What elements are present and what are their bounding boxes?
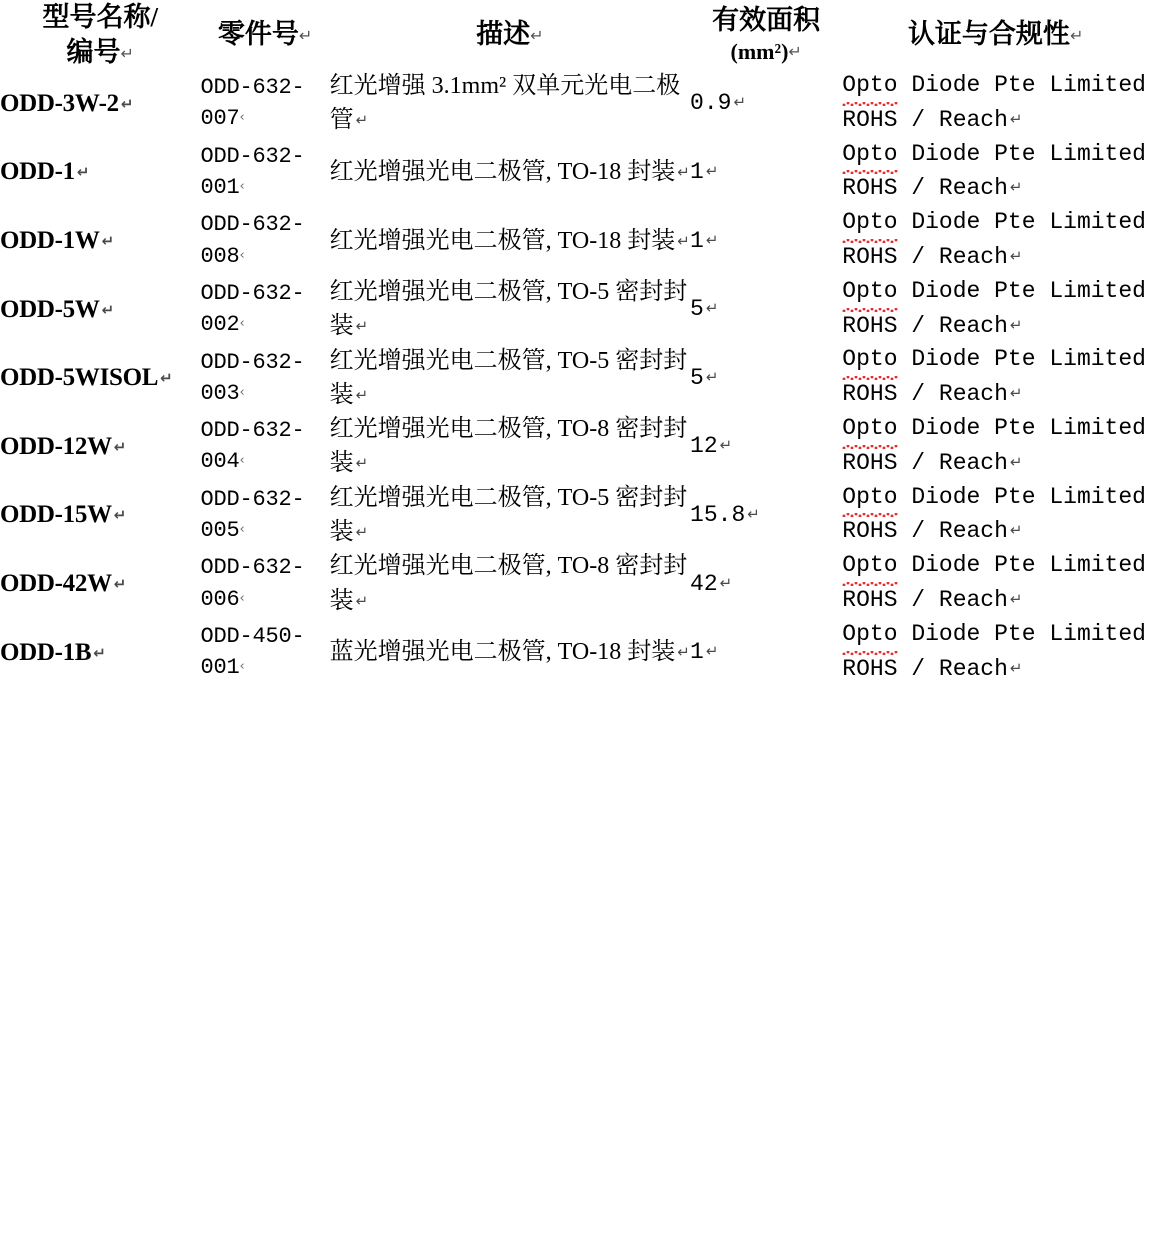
cell-active-area: 12 ↵ [690, 433, 733, 460]
revision-tick-icon: ‹ [239, 453, 245, 469]
cell-part-number: ODD-450-001‹ [200, 623, 305, 681]
cell-description: 红光增强光电二极管, TO-8 密封封装 ↵ [329, 553, 688, 614]
cell-description: 红光增强光电二极管, TO-5 密封封装 ↵ [329, 484, 688, 545]
paragraph-mark-icon: ↵ [355, 111, 369, 130]
certification-text: Diode Pte Limited ROHS / Reach [842, 140, 1146, 202]
misspelled-word: Opto [842, 549, 897, 584]
cell-certification [842, 343, 1149, 412]
column-header-description-label: 描述 [476, 19, 531, 50]
paragraph-mark-icon: ↵ [1069, 26, 1084, 46]
misspelled-word: Opto [842, 618, 897, 653]
column-header-part [200, 0, 329, 69]
misspelled-word: Opto [842, 343, 897, 378]
paragraph-mark-icon: ↵ [355, 317, 369, 336]
cell-active-area: 1 ↵ [690, 639, 719, 666]
cell-certification [842, 206, 1149, 275]
cell-active-area: 42 ↵ [690, 570, 733, 597]
paragraph-mark-icon: ↵ [719, 436, 733, 455]
cell-model: ODD-1W ↵ [0, 227, 114, 255]
paragraph-mark-icon: ↵ [1009, 590, 1023, 609]
cell-active-area: 5 ↵ [690, 364, 719, 391]
certification-text: Diode Pte Limited ROHS / Reach [842, 209, 1146, 271]
cell-model: ODD-42W ↵ [0, 570, 127, 598]
table-row [0, 343, 1149, 412]
cell-active-area: 0.9 ↵ [690, 90, 747, 117]
cell-certification [842, 412, 1149, 481]
paragraph-mark-icon: ↵ [705, 642, 719, 661]
revision-tick-icon: ‹ [239, 110, 245, 126]
paragraph-mark-icon: ↵ [530, 26, 544, 46]
cell-part-number: ODD-632-004‹ [200, 418, 305, 475]
paragraph-mark-icon: ↵ [1009, 658, 1023, 677]
cell-active-area: 5 ↵ [690, 296, 719, 323]
column-header-model [0, 0, 200, 69]
paragraph-mark-icon: ↵ [298, 26, 313, 46]
table-header [0, 0, 1149, 69]
table-row [0, 549, 1149, 618]
misspelled-word: Opto [842, 481, 897, 516]
cell-part-number: ODD-632-003‹ [200, 349, 305, 406]
paragraph-mark-icon: ↵ [677, 643, 690, 662]
paragraph-mark-icon: ↵ [355, 591, 369, 610]
misspelled-word: Opto [842, 69, 897, 104]
table-row [0, 618, 1149, 687]
certification-text: Diode Pte Limited ROHS / Reach [842, 483, 1146, 545]
cell-certification [842, 618, 1149, 687]
paragraph-mark-icon: ↵ [705, 299, 719, 318]
cell-active-area: 1 ↵ [690, 158, 719, 185]
cell-description: 红光增强光电二极管, TO-5 密封封装 ↵ [329, 279, 688, 340]
paragraph-mark-icon: ↵ [76, 163, 90, 182]
table-header-row [0, 0, 1149, 69]
paragraph-mark-icon: ↵ [705, 230, 719, 249]
paragraph-mark-icon: ↵ [1009, 384, 1023, 403]
revision-tick-icon: ‹ [239, 316, 245, 332]
cell-description: 红光增强光电二极管, TO-5 密封封装 ↵ [329, 347, 688, 408]
paragraph-mark-icon: ↵ [1009, 109, 1023, 128]
paragraph-mark-icon: ↵ [355, 454, 369, 473]
cell-certification [842, 549, 1149, 618]
cell-description: 红光增强 3.1mm² 双单元光电二极管 ↵ [329, 73, 681, 134]
cell-certification [842, 138, 1149, 207]
certification-text: Diode Pte Limited ROHS / Reach [842, 552, 1146, 614]
cell-part-number: ODD-632-006‹ [200, 555, 305, 612]
cell-description: 蓝光增强光电二极管, TO-18 封装 ↵ [329, 639, 690, 666]
column-header-model-line2: 编号 [66, 36, 121, 67]
certification-text: Diode Pte Limited ROHS / Reach [842, 277, 1146, 339]
paragraph-mark-icon: ↵ [120, 43, 134, 63]
cell-model: ODD-3W-2 ↵ [0, 89, 134, 117]
table-row [0, 206, 1149, 275]
cell-model: ODD-5W ↵ [0, 295, 114, 323]
paragraph-mark-icon: ↵ [705, 161, 719, 180]
column-header-active-area-unit: (mm²)↵ [730, 38, 802, 64]
table-row [0, 481, 1149, 550]
paragraph-mark-icon: ↵ [1009, 247, 1023, 266]
paragraph-mark-icon: ↵ [355, 522, 369, 541]
cell-model: ODD-15W ↵ [0, 501, 127, 529]
table-row [0, 275, 1149, 344]
table-row [0, 412, 1149, 481]
paragraph-mark-icon: ↵ [1009, 178, 1023, 197]
cell-model: ODD-1B ↵ [0, 638, 106, 666]
paragraph-mark-icon: ↵ [677, 231, 690, 250]
cell-model: ODD-5WISOL ↵ [0, 364, 173, 392]
cell-description: 红光增强光电二极管, TO-18 封装 ↵ [329, 158, 690, 185]
column-header-model-line1: 型号名称/ [42, 2, 158, 32]
certification-text: Diode Pte Limited ROHS / Reach [842, 72, 1146, 133]
cell-certification [842, 69, 1149, 138]
cell-certification [842, 275, 1149, 344]
paragraph-mark-icon: ↵ [1009, 521, 1023, 540]
paragraph-mark-icon: ↵ [113, 575, 127, 594]
column-header-description [330, 0, 690, 69]
paragraph-mark-icon: ↵ [160, 369, 173, 388]
paragraph-mark-icon: ↵ [747, 504, 760, 523]
revision-tick-icon: ‹ [239, 384, 245, 400]
paragraph-mark-icon: ↵ [93, 643, 106, 662]
paragraph-mark-icon: ↵ [733, 93, 747, 112]
table-body [0, 69, 1149, 686]
cell-part-number: ODD-632-007‹ [200, 75, 305, 132]
paragraph-mark-icon: ↵ [113, 506, 127, 525]
cell-part-number: ODD-632-005‹ [200, 486, 305, 543]
misspelled-word: Opto [842, 206, 897, 241]
cell-model: ODD-1 ↵ [0, 158, 90, 186]
paragraph-mark-icon: ↵ [113, 437, 127, 456]
cell-part-number: ODD-632-008‹ [200, 212, 305, 269]
certification-text: Diode Pte Limited ROHS / Reach [842, 346, 1146, 408]
cell-description: 红光增强光电二极管, TO-8 密封封装 ↵ [329, 416, 688, 477]
misspelled-word: Opto [842, 412, 897, 447]
cell-certification [842, 481, 1149, 550]
paragraph-mark-icon: ↵ [120, 94, 134, 113]
paragraph-mark-icon: ↵ [355, 385, 369, 404]
misspelled-word: Opto [842, 275, 897, 310]
certification-text: Diode Pte Limited ROHS / Reach [842, 415, 1146, 476]
cell-model: ODD-12W ↵ [0, 432, 127, 460]
paragraph-mark-icon: ↵ [705, 367, 719, 386]
revision-tick-icon: ‹ [239, 659, 245, 675]
misspelled-word: Opto [842, 138, 897, 173]
revision-tick-icon: ‹ [239, 521, 245, 537]
cell-part-number: ODD-632-002‹ [200, 280, 305, 338]
cell-active-area: 15.8 ↵ [690, 501, 760, 528]
paragraph-mark-icon: ↵ [788, 41, 802, 61]
paragraph-mark-icon: ↵ [101, 300, 114, 319]
cell-part-number: ODD-632-001‹ [200, 143, 305, 200]
certification-text: Diode Pte Limited ROHS / Reach [842, 620, 1146, 682]
cell-active-area: 1 ↵ [690, 227, 719, 254]
column-header-active-area-label: 有效面积 [712, 5, 821, 36]
paragraph-mark-icon: ↵ [1009, 315, 1023, 334]
paragraph-mark-icon: ↵ [719, 573, 733, 592]
cell-description: 红光增强光电二极管, TO-18 封装 ↵ [329, 227, 690, 254]
column-header-active-area [690, 0, 842, 69]
paragraph-mark-icon: ↵ [1009, 452, 1023, 471]
paragraph-mark-icon: ↵ [101, 232, 114, 251]
column-header-part-label: 零件号 [217, 19, 299, 50]
paragraph-mark-icon: ↵ [677, 162, 690, 181]
table-row [0, 138, 1149, 207]
column-header-certification [842, 0, 1149, 69]
revision-tick-icon: ‹ [239, 590, 245, 606]
table-row [0, 69, 1149, 138]
column-header-certification-label: 认证与合规性 [907, 19, 1070, 50]
revision-tick-icon: ‹ [239, 178, 245, 194]
revision-tick-icon: ‹ [239, 247, 245, 263]
